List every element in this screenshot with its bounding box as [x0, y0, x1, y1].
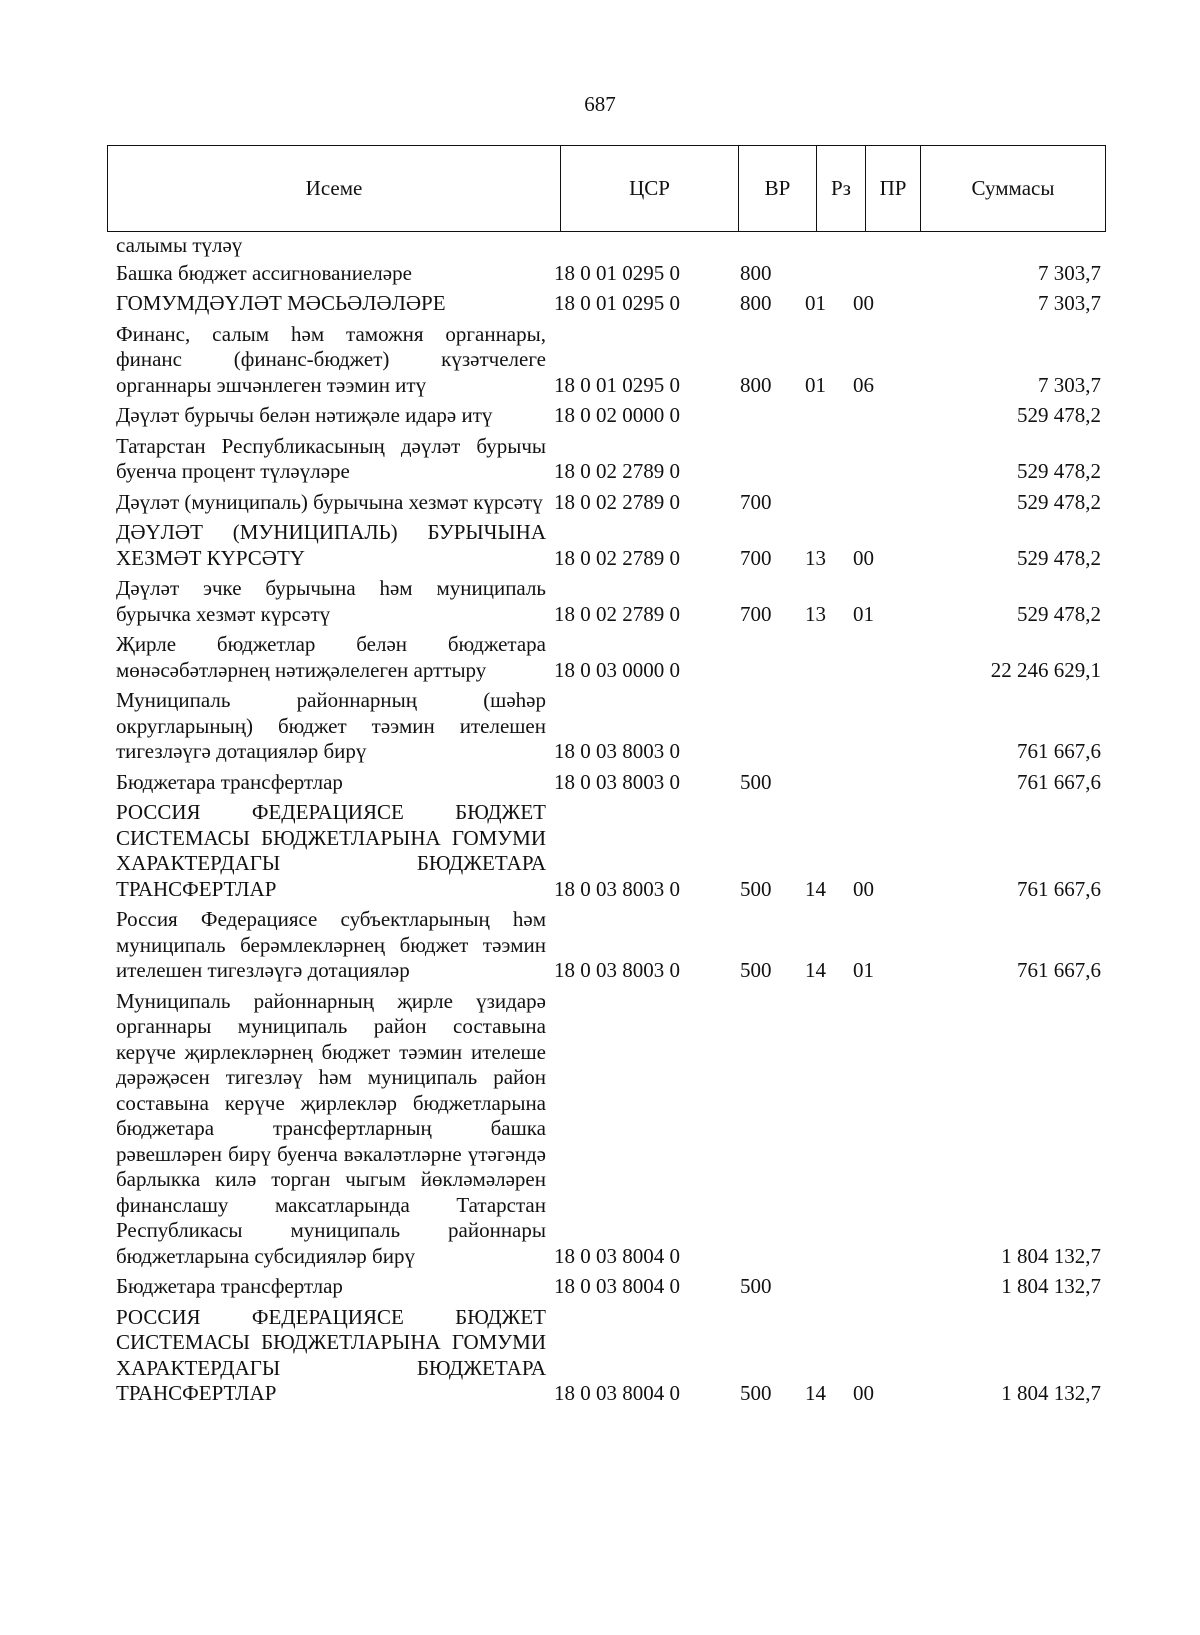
table-row: [116, 632, 1101, 683]
header-csr: ЦСР: [561, 146, 739, 231]
table-row: [116, 1274, 1101, 1300]
cell-rz: 14: [805, 1381, 826, 1405]
cell-sum: 1 804 132,7: [1001, 1243, 1101, 1268]
cell-pr: 00: [853, 545, 874, 570]
cell-rz: 13: [805, 545, 826, 570]
table-row: [116, 291, 1101, 317]
cell-name: Бюджетара трансфертлар: [116, 1274, 343, 1298]
cell-vr: 800: [740, 260, 772, 285]
cell-rz: 01: [805, 291, 826, 315]
cell-sum: 7 303,7: [1038, 291, 1101, 315]
header-name: Исеме: [108, 146, 561, 231]
cell-vr: 500: [740, 1274, 772, 1298]
table-row: [116, 261, 1101, 287]
table-row: [116, 403, 1101, 429]
cell-name: Башка бюджет ассигнованиеләре: [116, 260, 412, 285]
cell-pr: 00: [853, 1381, 874, 1405]
table-row: [116, 770, 1101, 796]
cell-csr: 18 0 01 0295 0: [554, 372, 680, 397]
header-rz: Рз: [817, 146, 866, 231]
table-row: [116, 907, 1101, 984]
header-pr: ПР: [866, 146, 921, 231]
cell-name: Россия Федерациясе субъектларының һәм муниципаль берәмлекләрнең бюджет тәэмин ителешен тигезләүгә дотацияләр: [116, 907, 546, 982]
cell-sum: 1 804 132,7: [1001, 1381, 1101, 1405]
cell-rz: 01: [805, 372, 826, 397]
cell-csr: 18 0 03 8003 0: [554, 958, 680, 982]
cell-name: ДӘҮЛӘТ (МУНИЦИПАЛЬ) БУРЫЧЫНА ХЕЗМӘТ КҮРСӘТҮ: [116, 520, 546, 570]
cell-csr: 18 0 02 2789 0: [554, 489, 680, 514]
cell-csr: 18 0 03 8004 0: [554, 1274, 680, 1298]
cell-name: Дәүләт бурычы белән нәтиҗәле идарә итү: [116, 403, 493, 427]
cell-csr: 18 0 01 0295 0: [554, 291, 680, 315]
cell-name: Финанс, салым һәм таможня органнары, финанс (финанс-бюджет) күзәтчелеге органнары эшчәнлеген тәэмин итү: [116, 321, 546, 397]
cell-name: РОССИЯ ФЕДЕРАЦИЯСЕ БЮДЖЕТ СИСТЕМАСЫ БЮДЖЕТЛАРЫНА ГОМУМИ ХАРАКТЕРДАГЫ БЮДЖЕТАРА ТРАНСФЕРТЛАР: [116, 1304, 546, 1405]
cell-rz: 14: [805, 876, 826, 901]
cell-vr: 700: [740, 545, 772, 570]
cell-csr: 18 0 02 2789 0: [554, 459, 680, 483]
cell-vr: 800: [740, 372, 772, 397]
cell-name: ГОМУМДӘҮЛӘТ МӘСЬӘЛӘЛӘРЕ: [116, 291, 446, 315]
cell-sum: 761 667,6: [1017, 958, 1101, 982]
cell-name: салымы түләү: [116, 233, 243, 257]
cell-name: Бюджетара трансфертлар: [116, 769, 343, 794]
cell-sum: 1 804 132,7: [1001, 1274, 1101, 1298]
table-row: [116, 490, 1101, 516]
cell-csr: 18 0 03 8003 0: [554, 876, 680, 901]
cell-name: Татарстан Республикасының дәүләт бурычы буенча процент түләүләре: [116, 433, 546, 483]
cell-sum: 529 478,2: [1017, 489, 1101, 514]
cell-sum: 761 667,6: [1017, 769, 1101, 794]
cell-vr: 500: [740, 769, 772, 794]
cell-csr: 18 0 02 0000 0: [554, 403, 680, 427]
table-row: [116, 322, 1101, 399]
table-row: [116, 520, 1101, 571]
table-body: [116, 233, 1101, 1412]
cell-pr: 00: [853, 291, 874, 315]
table-row: [116, 576, 1101, 627]
cell-rz: 14: [805, 958, 826, 982]
table-row: [116, 688, 1101, 765]
cell-name: Җирле бюджетлар белән бюджетара мөнәсәбәтләрнең нәтиҗәлелеген арттыру: [116, 632, 546, 682]
cell-name: РОССИЯ ФЕДЕРАЦИЯСЕ БЮДЖЕТ СИСТЕМАСЫ БЮДЖЕТЛАРЫНА ГОМУМИ ХАРАКТЕРДАГЫ БЮДЖЕТАРА ТРАНСФЕРТЛАР: [116, 800, 546, 901]
cell-csr: 18 0 03 0000 0: [554, 657, 680, 682]
cell-csr: 18 0 02 2789 0: [554, 545, 680, 570]
cell-pr: 06: [853, 372, 874, 397]
cell-name: Дәүләт эчке бурычына һәм муниципаль бурычка хезмәт күрсәтү: [116, 576, 546, 626]
cell-vr: 500: [740, 876, 772, 901]
cell-csr: 18 0 01 0295 0: [554, 260, 680, 285]
cell-sum: 761 667,6: [1017, 739, 1101, 763]
cell-pr: 01: [853, 601, 874, 626]
table-header: [107, 145, 1106, 232]
cell-sum: 529 478,2: [1017, 545, 1101, 570]
cell-pr: 01: [853, 958, 874, 982]
cell-name: Дәүләт (муниципаль) бурычына хезмәт күрсәтү: [116, 489, 543, 514]
header-vr: ВР: [739, 146, 817, 231]
cell-vr: 700: [740, 601, 772, 626]
cell-name: Муниципаль районнарның (шәһәр округларының) бюджет тәэмин ителешен тигезләүгә дотацияләр бирү: [116, 688, 546, 763]
page-number: 687: [584, 92, 616, 116]
cell-sum: 529 478,2: [1017, 459, 1101, 483]
table-row: [116, 233, 1101, 259]
cell-csr: 18 0 03 8004 0: [554, 1243, 680, 1268]
table-row: [116, 800, 1101, 902]
cell-pr: 00: [853, 876, 874, 901]
cell-sum: 7 303,7: [1038, 260, 1101, 285]
cell-sum: 761 667,6: [1017, 876, 1101, 901]
cell-vr: 700: [740, 489, 772, 514]
cell-sum: 22 246 629,1: [990, 657, 1101, 682]
table-row: [116, 1305, 1101, 1407]
table-row: [116, 989, 1101, 1270]
cell-vr: 500: [740, 958, 772, 982]
header-sum: Суммасы: [971, 176, 1055, 200]
table-row: [116, 434, 1101, 485]
cell-csr: 18 0 03 8003 0: [554, 739, 680, 763]
cell-rz: 13: [805, 601, 826, 626]
cell-sum: 7 303,7: [1038, 372, 1101, 397]
cell-vr: 800: [740, 291, 772, 315]
cell-csr: 18 0 03 8003 0: [554, 769, 680, 794]
cell-sum: 529 478,2: [1017, 403, 1101, 427]
cell-sum: 529 478,2: [1017, 601, 1101, 626]
cell-vr: 500: [740, 1381, 772, 1405]
cell-csr: 18 0 03 8004 0: [554, 1381, 680, 1405]
cell-name: Муниципаль районнарның җирле үзидарә органнары муниципаль район составына керүче җирлекләрнең бюджет тәэмин ителеше дәрәҗәсен тигезләү һәм муниципаль район составына керүче җирлекләр бюджетларына бюджетара трансфертларның башка рәвешләрен бирү буенча вәкаләтләрне үтәгәндә барлыкка килә торган чыгым йөкләмәләрен финанслашу максатларында Татарстан Республикасы муниципаль районнары бюджетларына субсидияләр бирү: [116, 988, 546, 1268]
cell-csr: 18 0 02 2789 0: [554, 601, 680, 626]
